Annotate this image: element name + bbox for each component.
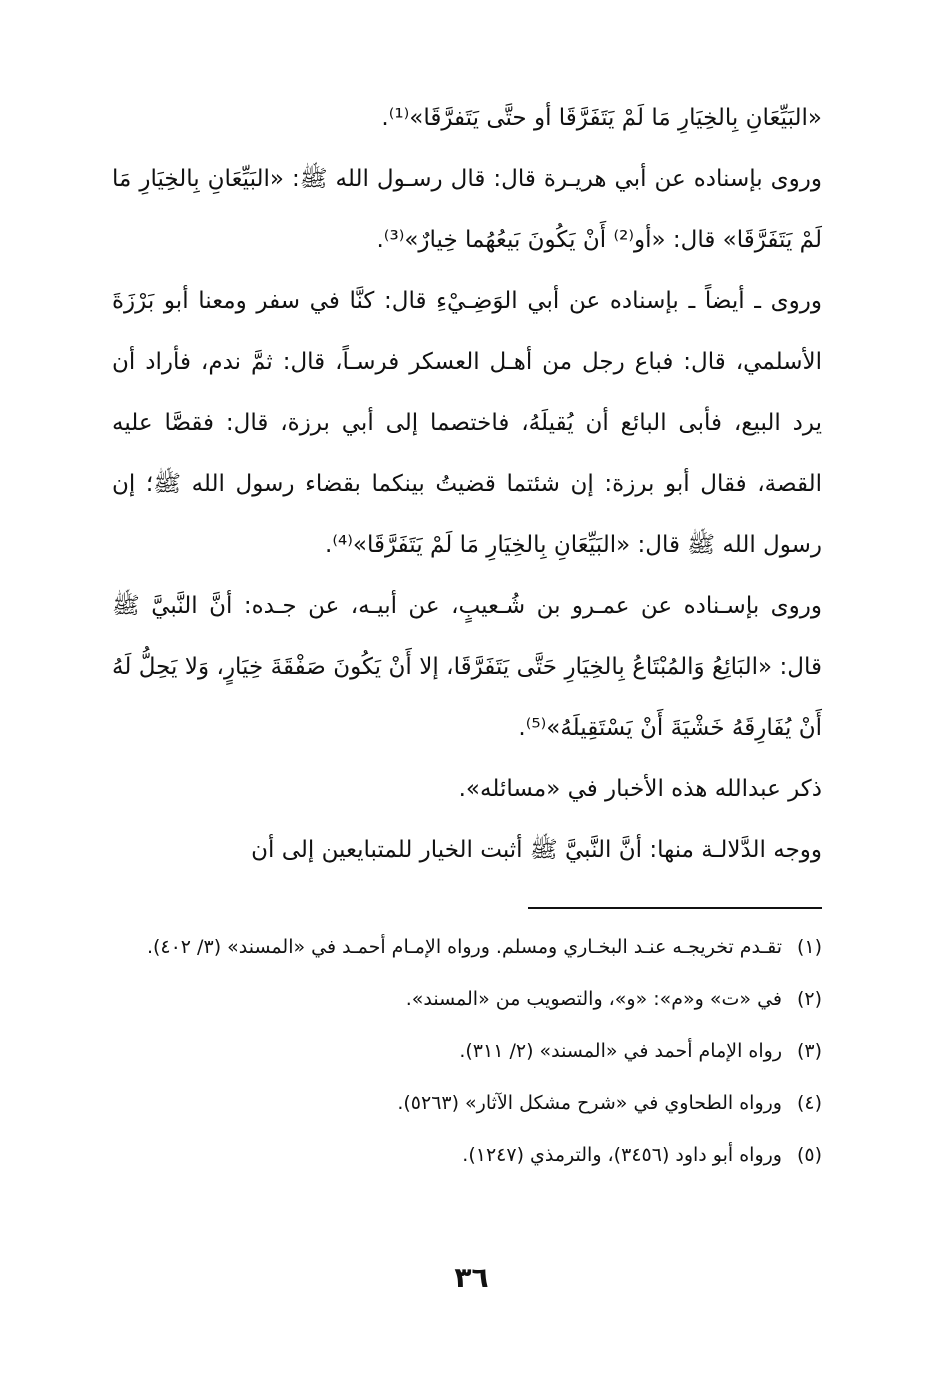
footnote-text: رواه الإمام أحمد في «المسند» (٢/ ٣١١). <box>459 1040 782 1062</box>
main-text-block <box>112 88 822 881</box>
paragraph-abu-al-wadi: وروى ـ أيضاً ـ بإسناده عن أبي الوَضِـيْءِ قال: كنَّا في سفر ومعنا أبو بَرْزَةَ الأسلمي، قال: فباع رجل من أهـل العسكر فرسـاً، قال: ثمَّ ندم، فأراد أن يرد البيع، فأبى البائع أن يُقيلَهُ، فاختصما إلى أبي برزة، قال: فقصَّا عليه القصة، فقال أبو برزة: إن شئتما قضيتُ بينكما بقضاء رسول الله ﷺ؛ إن رسول الله ﷺ قال: «البَيِّعَانِ بِالخِيَارِ مَا لَمْ يَتَفَرَّقَا»⁽⁴⁾. <box>112 288 822 558</box>
footnote-number: (٢) <box>796 988 822 1010</box>
footnote-text: ورواه أبو داود (٣٤٥٦)، والترمذي (١٢٤٧). <box>462 1144 782 1166</box>
paragraph-amr-ibn-shuayb: وروى بإسـناده عن عمـرو بن شُـعيبٍ، عن أبيـه، عن جـده: أنَّ النَّبيَّ ﷺ قال: «البَائِعُ وَالمُبْتَاعُ بِالخِيَارِ حَتَّى يَتَفَرَّقَا، إلا أَنْ يَكُونَ صَفْقَةَ خِيَارٍ، وَلا يَحِلُّ لَهُ أَنْ يُفَارِقَهُ خَشْيَةَ أَنْ يَسْتَقِيلَهُ»⁽⁵⁾. <box>112 593 822 741</box>
footnote-text: ورواه الطحاوي في «شرح مشكل الآثار» (٥٢٦٣). <box>397 1092 782 1114</box>
footnote-2 <box>112 979 822 1019</box>
footnote-number: (٣) <box>796 1040 822 1062</box>
paragraph-abdullah-masail: ذكر عبدالله هذه الأخبار في «مسائله». <box>458 776 822 802</box>
footnote-separator-rule <box>528 907 822 909</box>
footnotes-block <box>112 927 822 1187</box>
footnote-text: تقـدم تخريجـه عنـد البخـاري ومسلم. ورواه الإمـام أحمـد في «المسند» (٣/ ٤٠٢). <box>146 936 782 958</box>
page-number: ٣٦ <box>454 1261 489 1294</box>
footnote-number: (٤) <box>796 1092 822 1114</box>
footnote-4 <box>112 1083 822 1123</box>
footnote-1 <box>112 927 822 967</box>
footnote-5 <box>112 1135 822 1175</box>
paragraph-wajh-al-dalala: ووجه الدَّلالـة منها: أنَّ النَّبيَّ ﷺ أثبت الخيار للمتبايعين إلى أن <box>251 837 822 863</box>
footnote-number: (٥) <box>796 1144 822 1166</box>
footnote-text: في «ت» و«م»: «و»، والتصويب من «المسند». <box>405 988 782 1010</box>
footnote-number: (١) <box>796 936 822 958</box>
footnote-3 <box>112 1031 822 1071</box>
paragraph-hadith-continuation: «البَيِّعَانِ بِالخِيَارِ مَا لَمْ يَتَفَرَّقَا أو حتَّى يَتَفرَّقَا»⁽¹⁾. <box>381 105 822 131</box>
paragraph-abu-hurayra: وروى بإسناده عن أبي هريـرة قال: قال رسـول الله ﷺ: «البَيِّعَانِ بِالخِيَارِ مَا لَمْ يَتَفَرَّقَا» قال: «أو⁽²⁾ أَنْ يَكُونَ بَيعُهُما خِيارٌ»⁽³⁾. <box>112 166 822 253</box>
